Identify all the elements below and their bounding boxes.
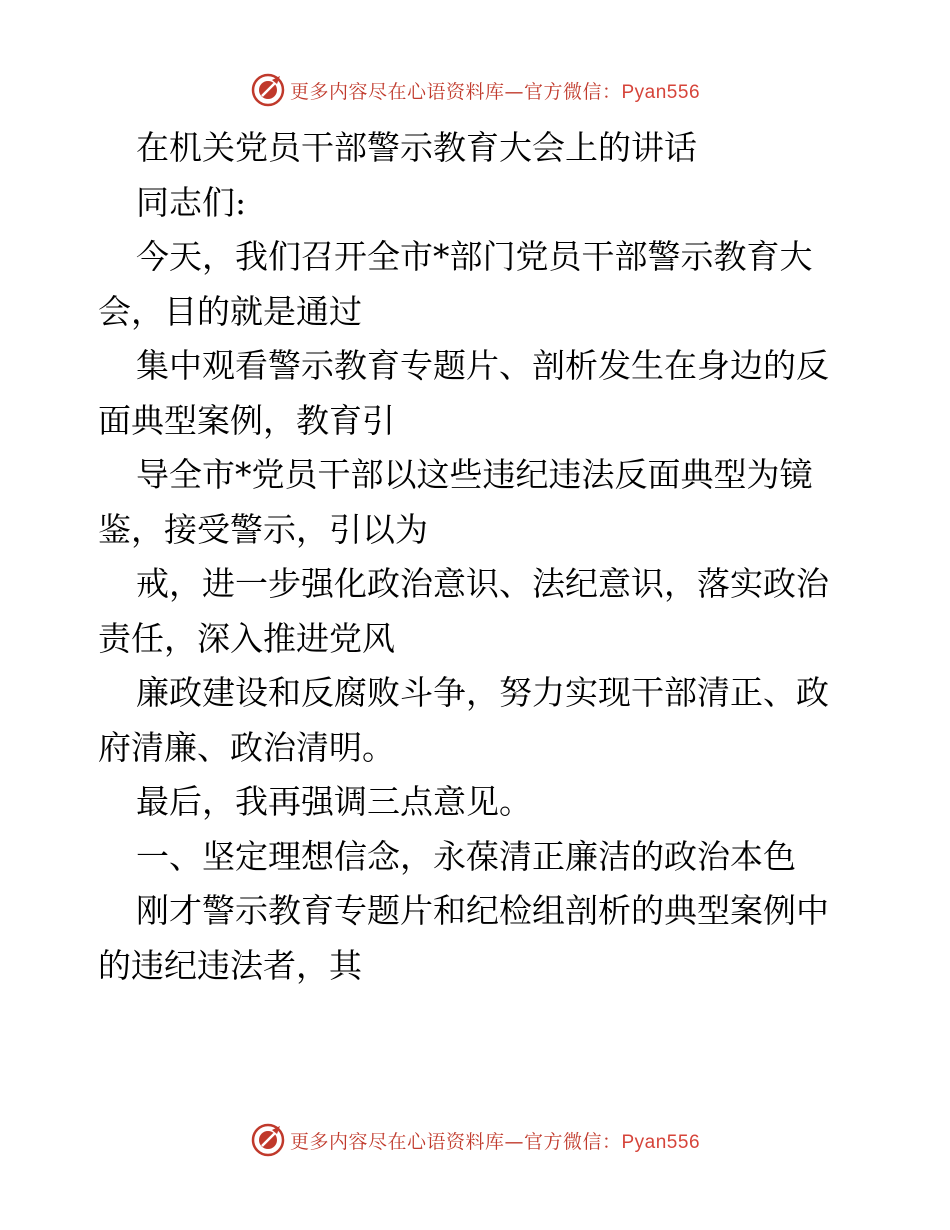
paragraph-line: 面典型案例，教育引 [98,400,395,440]
section-heading: 一、坚定理想信念，永葆清正廉洁的政治本色 [136,836,796,876]
banner-wechat-label: 官方微信： [523,1130,622,1153]
banner-separator: — [504,80,524,103]
paragraph-line: 廉政建设和反腐败斗争，努力实现干部清正、政 [136,673,829,712]
paragraph-line: 鉴，接受警示，引以为 [98,509,428,549]
paragraph-line: 的违纪违法者，其 [98,945,362,985]
banner-prefix: 更多内容尽在心语资料库 [289,80,505,103]
paragraph-line: 会，目的就是通过 [98,291,362,331]
seal-logo-icon [250,1122,286,1158]
paragraph-line: 今天，我们召开全市*部门党员干部警示教育大 [136,237,813,276]
paragraph-line: 导全市*党员干部以这些违纪违法反面典型为镜 [136,455,813,494]
paragraph-line: 集中观看警示教育专题片、剖析发生在身边的反 [136,346,829,385]
document-title: 在机关党员干部警示教育大会上的讲话 [136,128,697,167]
banner-wechat-id: Pyan556 [621,81,701,103]
seal-logo-icon [250,72,286,108]
paragraph-line: 刚才警示教育专题片和纪检组剖析的典型案例中 [136,891,829,930]
banner-text [290,1127,700,1154]
paragraph-line: 府清廉、政治清明。 [98,727,395,767]
footer-banner [0,1120,950,1160]
banner-wechat-label: 官方微信： [523,80,622,103]
banner-wechat-id: Pyan556 [621,1131,701,1153]
paragraph-line: 责任，深入推进党风 [98,618,395,658]
paragraph-line: 最后，我再强调三点意见。 [136,782,532,821]
banner-separator: — [504,1130,524,1153]
salutation: 同志们: [136,182,247,222]
banner-text [290,77,700,104]
document-body [98,121,854,993]
header-banner [0,70,950,110]
paragraph-line: 戒，进一步强化政治意识、法纪意识，落实政治 [136,564,829,603]
banner-prefix: 更多内容尽在心语资料库 [289,1130,505,1153]
